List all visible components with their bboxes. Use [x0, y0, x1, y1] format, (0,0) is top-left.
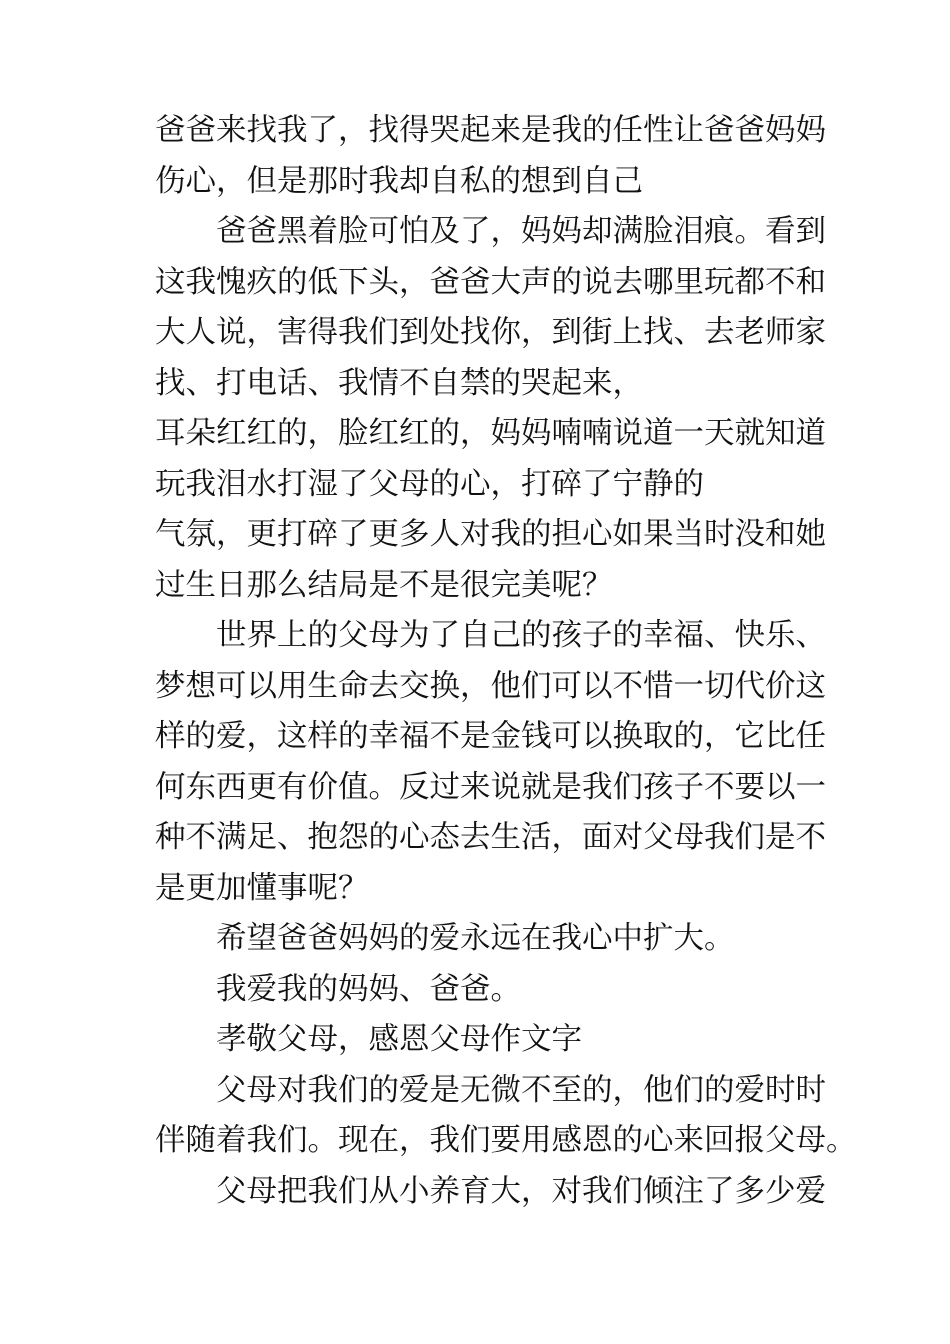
text-line-3: 爸爸黑着脸可怕及了，妈妈却满脸泪痕。看到 — [216, 214, 826, 249]
text-line-18: 我爱我的妈妈、爸爸。 — [216, 971, 521, 1007]
text-line-19: 孝敬父母，感恩父母作文字 — [216, 1022, 582, 1057]
text-line-13: 样的爱，这样的幸福不是金钱可以换取的，它比任 — [155, 719, 826, 754]
text-line-2: 伤心，但是那时我却自私的想到自己 — [155, 163, 643, 199]
text-line-5: 大人说，害得我们到处找你，到街上找、去老师家 — [155, 315, 826, 350]
text-line-10: 过生日那么结局是不是很完美呢？ — [155, 567, 613, 603]
text-line-8: 玩我泪水打湿了父母的心，打碎了宁静的 — [155, 466, 704, 502]
text-line-20: 父母对我们的爱是无微不至的，他们的爱时时 — [216, 1072, 826, 1108]
text-line-15: 种不满足、抱怨的心态去生活，面对父母我们是不 — [155, 820, 826, 855]
text-line-9: 气氛，更打碎了更多人对我的担心如果当时没和她 — [155, 517, 826, 552]
text-line-14: 何东西更有价值。反过来说就是我们孩子不要以一 — [155, 769, 826, 805]
text-line-12: 梦想可以用生命去交换，他们可以不惜一切代价这 — [155, 668, 826, 704]
text-line-17: 希望爸爸妈妈的爱永远在我心中扩大。 — [216, 921, 735, 956]
text-line-11: 世界上的父母为了自己的孩子的幸福、快乐、 — [216, 618, 826, 653]
text-line-1: 爸爸来找我了，找得哭起来是我的任性让爸爸妈妈 — [155, 113, 826, 148]
text-line-4: 这我愧疚的低下头，爸爸大声的说去哪里玩都不和 — [155, 264, 826, 300]
text-line-22: 父母把我们从小养育大，对我们倾注了多少爱 — [216, 1173, 826, 1209]
text-line-16: 是更加懂事呢？ — [155, 870, 369, 906]
text-line-6: 找、打电话、我情不自禁的哭起来， — [155, 365, 643, 401]
text-line-21: 伴随着我们。现在，我们要用感恩的心来回报父母。 — [155, 1123, 857, 1158]
document-body — [155, 106, 857, 1217]
text-line-7: 耳朵红红的，脸红红的，妈妈喃喃说道一天就知道 — [155, 416, 826, 451]
